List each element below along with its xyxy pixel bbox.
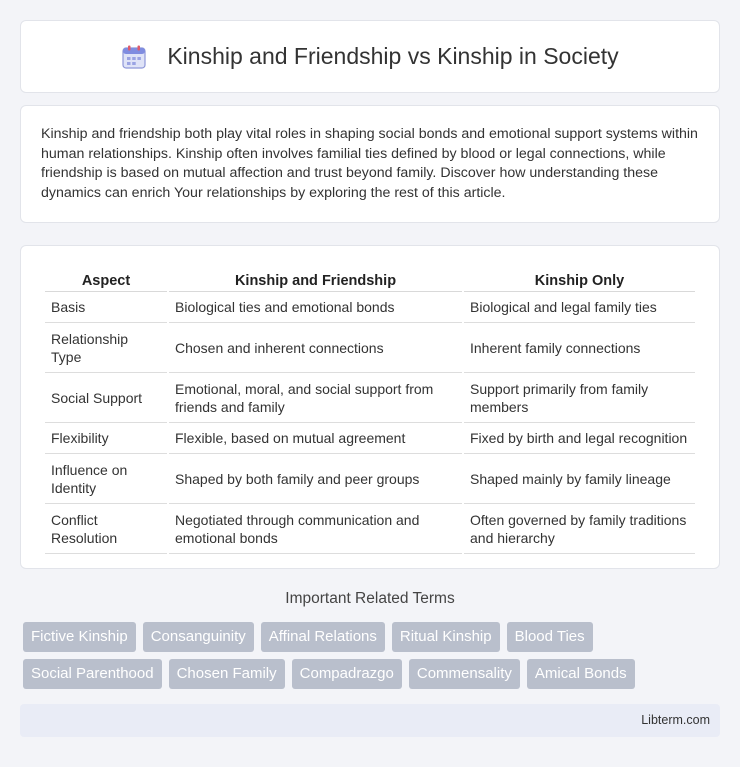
footer-site-link[interactable]: Libterm.com (641, 713, 710, 727)
table-cell: Social Support (45, 373, 167, 423)
table-cell: Emotional, moral, and social support from friends and family (169, 373, 462, 423)
table-cell: Fixed by birth and legal recognition (464, 423, 695, 454)
table-cell: Shaped by both family and peer groups (169, 454, 462, 504)
comparison-card (20, 245, 720, 569)
table-cell: Flexible, based on mutual agreement (169, 423, 462, 454)
table-row (45, 423, 695, 454)
table-cell: Relationship Type (45, 323, 167, 373)
tag-social-parenthood[interactable]: Social Parenthood (23, 659, 162, 689)
table-row (45, 454, 695, 504)
column-header-aspect: Aspect (45, 266, 167, 292)
footer (20, 704, 720, 737)
table-row (45, 504, 695, 554)
tag-ritual-kinship[interactable]: Ritual Kinship (392, 622, 500, 652)
intro-text: Kinship and friendship both play vital roles in shaping social bonds and emotional support systems within human relationships. Kinship often involves familial ties defined by blood or legal connections, while friendship is based on mutual affection and trust beyond family. Discover how understanding these dynamics can enrich Your relationships by exploring the rest of this article. (41, 126, 698, 201)
tag-blood-ties[interactable]: Blood Ties (507, 622, 593, 652)
table-cell: Influence on Identity (45, 454, 167, 504)
intro-card (20, 105, 720, 223)
table-cell: Shaped mainly by family lineage (464, 454, 695, 504)
table-cell: Biological ties and emotional bonds (169, 292, 462, 323)
table-cell: Support primarily from family members (464, 373, 695, 423)
tag-chosen-family[interactable]: Chosen Family (169, 659, 285, 689)
tag-affinal-relations[interactable]: Affinal Relations (261, 622, 385, 652)
column-header-kinship-friendship: Kinship and Friendship (169, 266, 462, 292)
tag-amical-bonds[interactable]: Amical Bonds (527, 659, 635, 689)
calendar-icon (121, 44, 147, 70)
table-header-row (45, 266, 695, 292)
table-cell: Conflict Resolution (45, 504, 167, 554)
table-cell: Flexibility (45, 423, 167, 454)
comparison-table (43, 266, 697, 554)
tag-consanguinity[interactable]: Consanguinity (143, 622, 254, 652)
table-row (45, 323, 695, 373)
table-cell: Inherent family connections (464, 323, 695, 373)
table-row (45, 373, 695, 423)
tag-commensality[interactable]: Commensality (409, 659, 520, 689)
column-header-kinship-only: Kinship Only (464, 266, 695, 292)
page-title: Kinship and Friendship vs Kinship in Society (167, 43, 619, 69)
tag-compadrazgo[interactable]: Compadrazgo (292, 659, 402, 689)
table-cell: Basis (45, 292, 167, 323)
table-cell: Biological and legal family ties (464, 292, 695, 323)
tag-fictive-kinship[interactable]: Fictive Kinship (23, 622, 136, 652)
table-cell: Negotiated through communication and emotional bonds (169, 504, 462, 554)
table-cell: Chosen and inherent connections (169, 323, 462, 373)
table-cell: Often governed by family traditions and hierarchy (464, 504, 695, 554)
table-row (45, 292, 695, 323)
related-terms-list (23, 622, 723, 689)
related-terms-title: Important Related Terms (285, 590, 455, 607)
title-card (20, 20, 720, 93)
